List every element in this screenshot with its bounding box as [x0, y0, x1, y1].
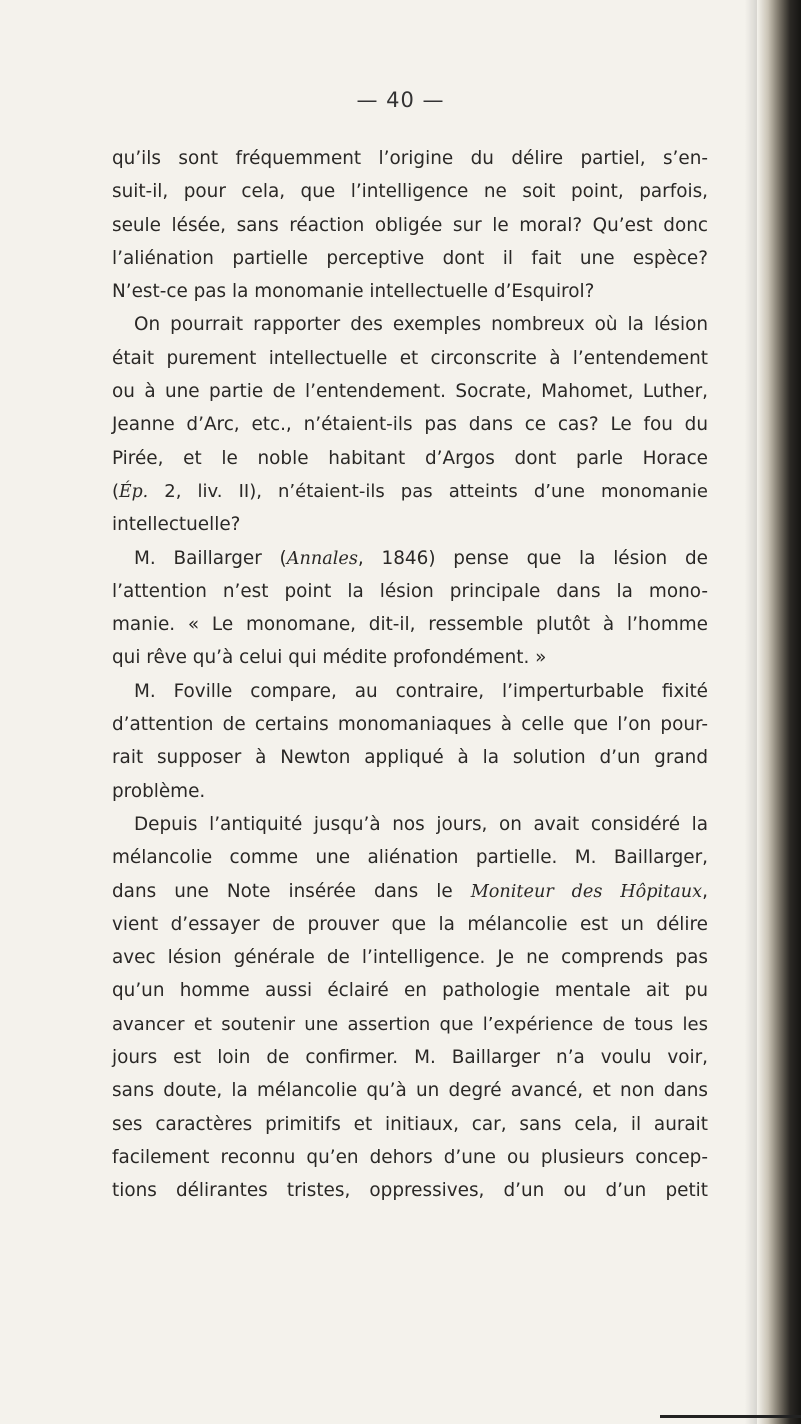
text-line: tions délirantes tristes, oppressives, d’un ou d’un petit — [112, 1180, 708, 1202]
text-line: N’est-ce pas la monomanie intellectuelle d’Esquirol? — [112, 281, 595, 303]
text-line: qu’ils sont fréquemment l’origine du délire partiel, s’en- — [112, 148, 708, 169]
text-line: ou à une partie de l’entendement. Socrate, Mahomet, Luther, — [112, 381, 708, 403]
text-line: avancer et soutenir une assertion que l’expérience de tous les — [112, 1013, 708, 1035]
text-line: l’aliénation partielle perceptive dont il fait une espèce? — [112, 247, 708, 269]
text-line: facilement reconnu qu’en dehors d’une ou plusieurs concep- — [112, 1146, 708, 1168]
text-line: intellectuelle? — [112, 514, 241, 536]
text-line: M. Foville compare, au contraire, l’imperturbable fixité — [134, 680, 708, 702]
text-line: seule lésée, sans réaction obligée sur le moral? Qu’est donc — [112, 214, 708, 236]
text-line: Depuis l’antiquité jusqu’à nos jours, on avait considéré la — [134, 813, 708, 835]
page-gutter-shadow — [745, 0, 757, 1424]
text-line: dans une Note insérée dans le Moniteur des Hôpitaux, — [112, 880, 708, 902]
page-bottom-edge — [660, 1415, 801, 1418]
italic-journal-title: Moniteur des Hôpitaux — [470, 881, 703, 902]
text-line: était purement intellectuelle et circonscrite à l’entendement — [112, 347, 708, 369]
text-line: Jeanne d’Arc, etc., n’étaient-ils pas dans ce cas? Le fou du — [112, 414, 708, 436]
text-line: avec lésion générale de l’intelligence. Je ne comprends pas — [112, 947, 708, 969]
text-line: problème. — [112, 780, 206, 802]
text-line: ses caractères primitifs et initiaux, car, sans cela, il aurait — [112, 1113, 708, 1135]
page-number: — 40 — — [356, 88, 445, 112]
text-line: suit-il, pour cela, que l’intelligence ne soit point, parfois, — [112, 181, 708, 203]
italic-citation: Annales — [286, 548, 358, 569]
text-line: manie. « Le monomane, dit-il, ressemble plutôt à l’homme — [112, 614, 708, 636]
text-line: (Ép. 2, liv. II), n’étaient-ils pas atteints d’une monomanie — [112, 480, 708, 502]
text-line: sans doute, la mélancolie qu’à un degré avancé, et non dans — [112, 1080, 708, 1102]
book-spine-edge — [757, 0, 801, 1424]
text-line: mélancolie comme une aliénation partielle. M. Baillarger, — [112, 847, 708, 869]
text-line: On pourrait rapporter des exemples nombreux où la lésion — [134, 314, 708, 336]
italic-citation: Ép. — [119, 481, 149, 502]
text-line: M. Baillarger (Annales, 1846) pense que la lésion de — [134, 547, 708, 569]
text-line: d’attention de certains monomaniaques à celle que l’on pour- — [112, 714, 708, 736]
body-text — [112, 142, 708, 1208]
text-line: qu’un homme aussi éclairé en pathologie mentale ait pu — [112, 980, 708, 1002]
text-line: l’attention n’est point la lésion principale dans la mono- — [112, 580, 708, 602]
text-line: Pirée, et le noble habitant d’Argos dont parle Horace — [112, 447, 708, 469]
text-line: qui rêve qu’à celui qui médite profondément. » — [112, 647, 547, 669]
text-line: jours est loin de confirmer. M. Baillarger n’a voulu voir, — [112, 1047, 708, 1069]
text-line: rait supposer à Newton appliqué à la solution d’un grand — [112, 747, 708, 769]
text-line: vient d’essayer de prouver que la mélancolie est un délire — [112, 913, 708, 935]
